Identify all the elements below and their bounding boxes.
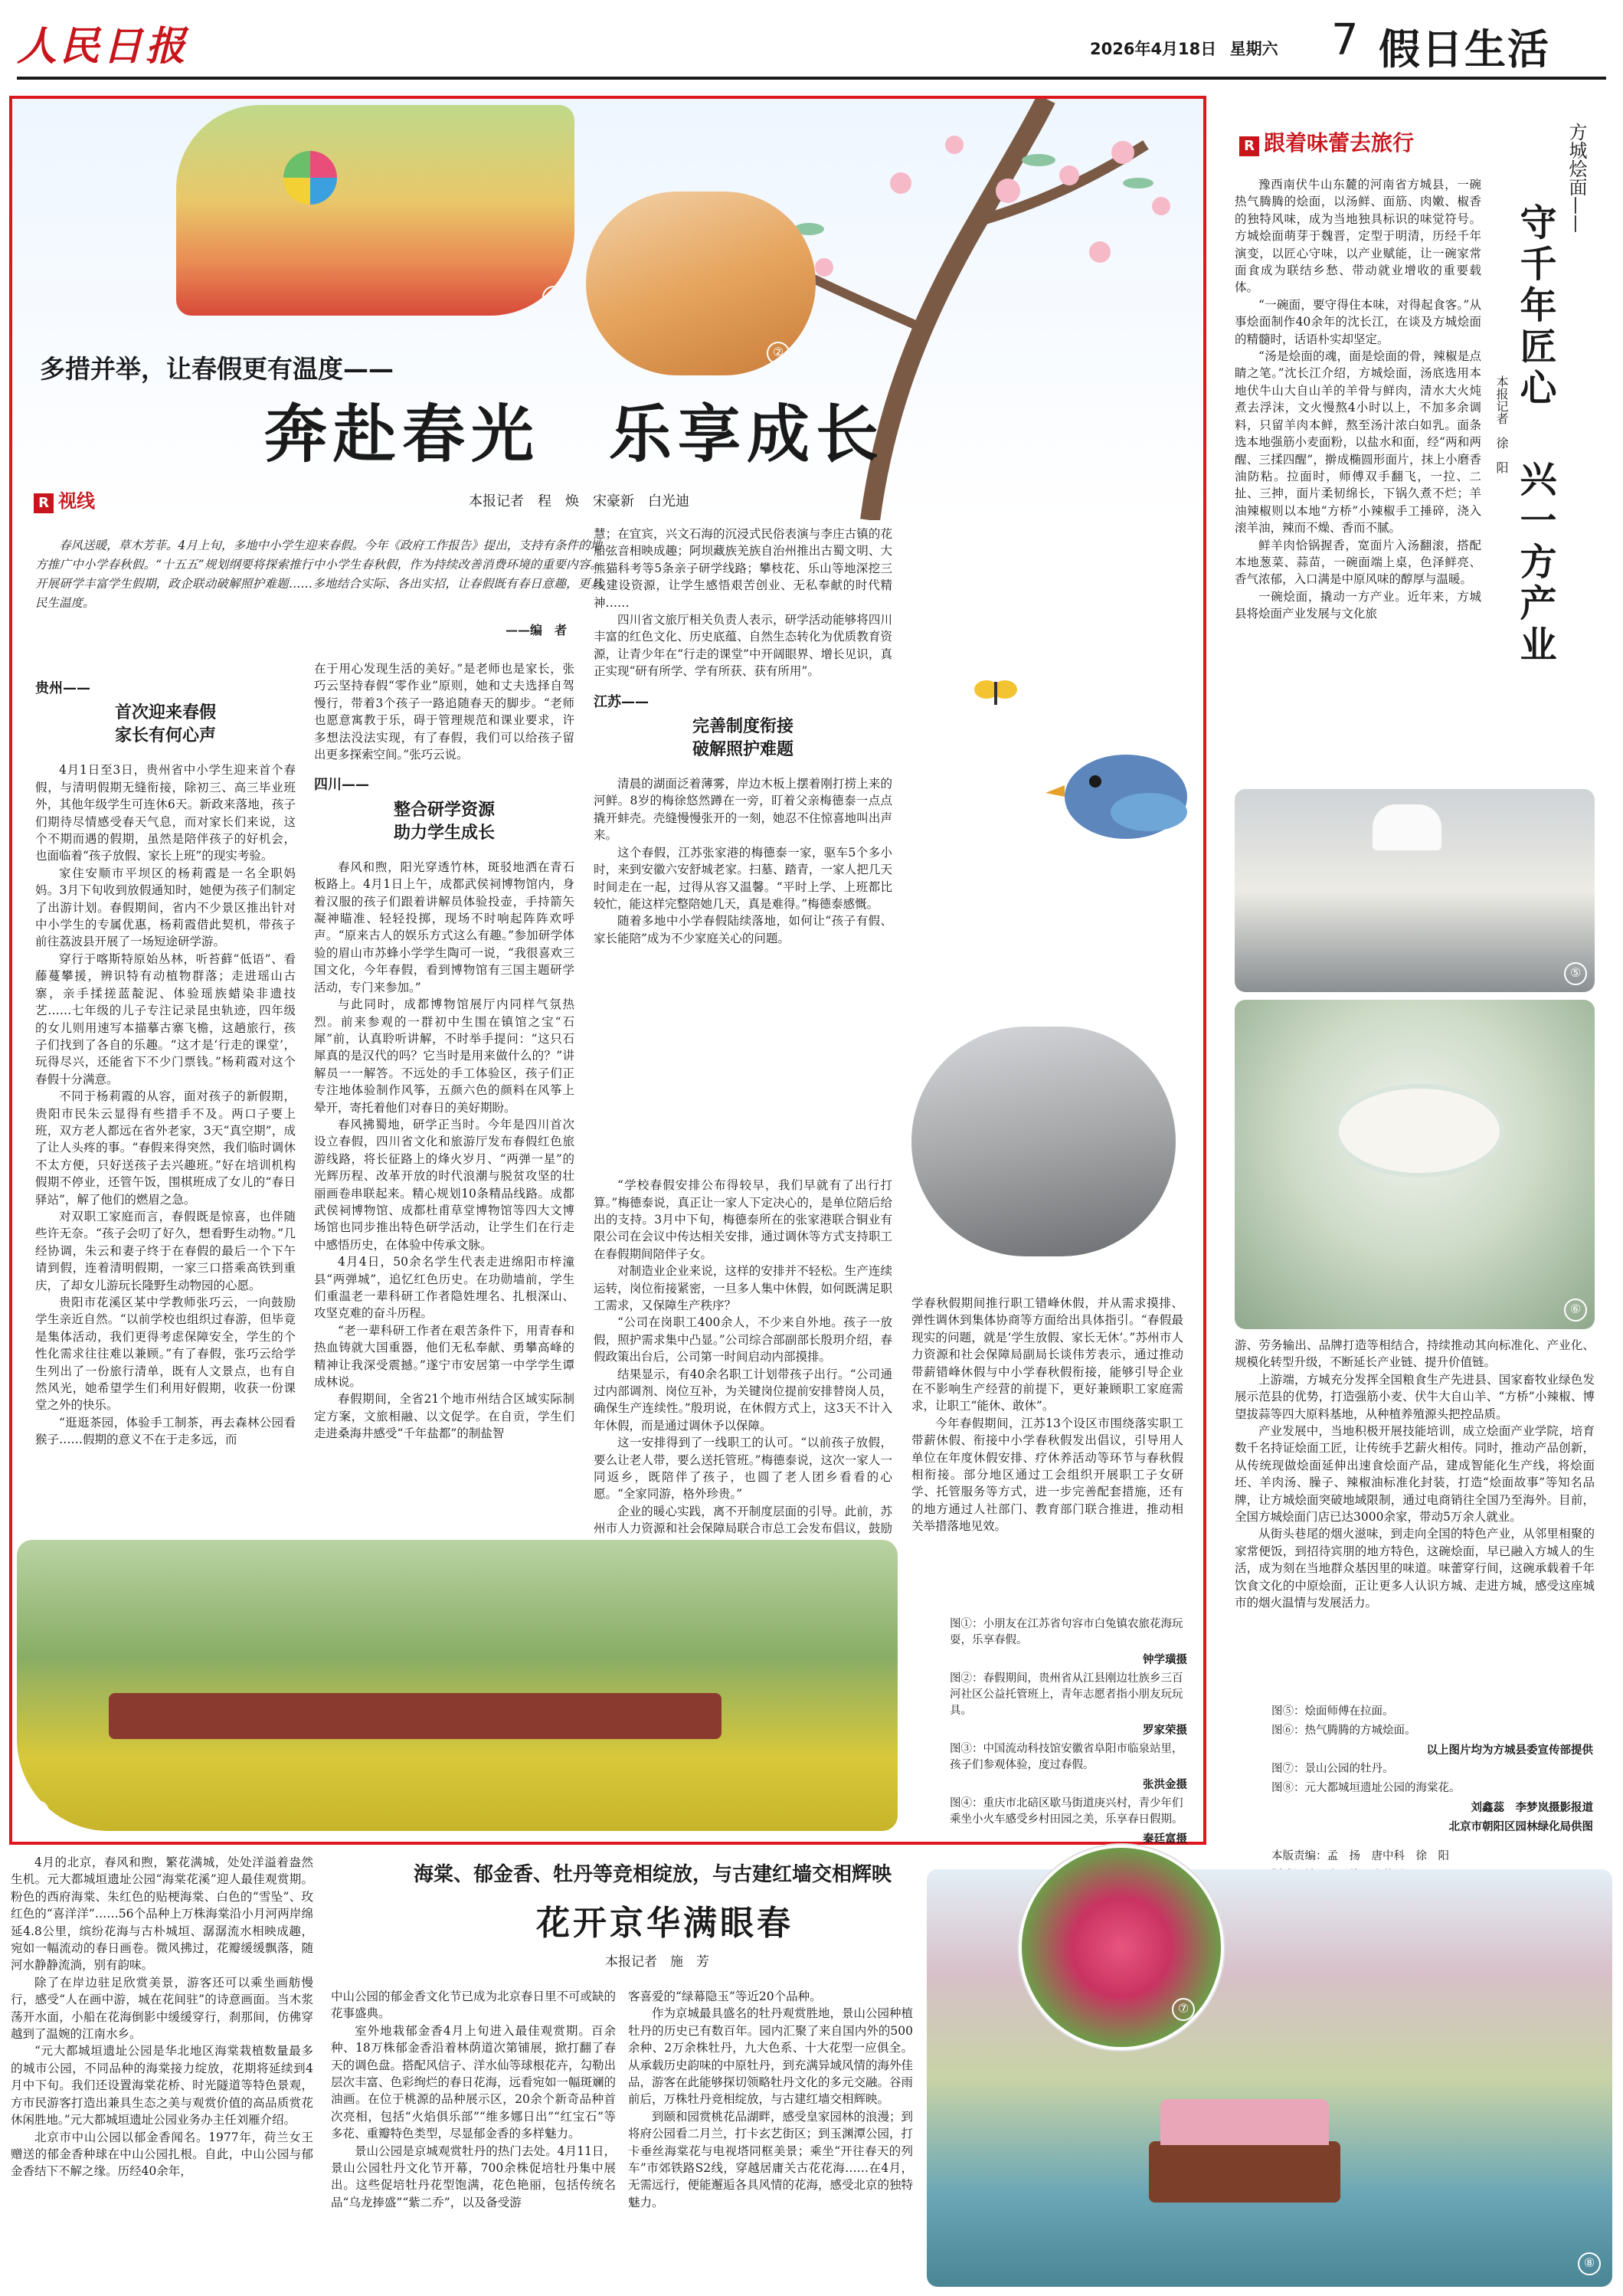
section-title: 假日生活 xyxy=(1379,25,1550,74)
side-text-lower xyxy=(1235,1337,1595,1612)
bowl-shape xyxy=(1334,1084,1504,1177)
main-captions xyxy=(950,1616,1187,1850)
bottom-byline: 本报记者 施 芳 xyxy=(605,1954,709,1970)
photo-number-8: ⑧ xyxy=(1578,2252,1601,2275)
guizhou-section xyxy=(35,676,296,1449)
caption-8: 图⑧：元大都城垣遗址公园的海棠花。 xyxy=(1271,1782,1461,1794)
photo-number-6: ⑥ xyxy=(1564,1299,1587,1322)
caption-credit-1: 钟学璜摄 xyxy=(1143,1653,1187,1666)
sichuan-paragraph: 春假期间，全省21个地市州结合区域实际制定方案，文旅相融、以文促学。在自贡，学生们走进桑海井感受“千年盐都”的制盐智 xyxy=(314,1392,574,1441)
photo-number-2: ② xyxy=(767,342,790,365)
jiangsu-paragraph: 随着多地中小学春假陆续落地，如何让“孩子有假、家长能陪”成为不少家庭关心的问题。 xyxy=(594,914,892,945)
bottom-paragraph: 到颐和园赏桃花品湖畔，感受皇家园林的浪漫；到将府公园看二月兰，打卡玄艺街区；到玉渊潭公园，打卡垂丝海棠花与电视塔同框美景；乘坐“开往春天的列车”市郊铁路S2线，穿越居庸关古花花海……在4月，无需远行，便能邂逅各具风情的花海，感受北京的独特魅力。 xyxy=(628,2109,914,2209)
editor-note xyxy=(35,536,602,613)
chef-hat-shape xyxy=(1373,804,1441,850)
bottom-paragraph: “元大都城垣遗址公园是华北地区海棠栽植数量最多的城市公园，不同品种的海棠接力绽放，花期将延续到4月中下旬。我们还设置海棠花桥、时光隧道等特色景观，方市民游客打造出兼具生态之美与观赏价值的高品质赏花休闲胜地。”元大都城垣遗址公园业务办主任刘雁介绍。 xyxy=(11,2044,313,2127)
side-paragraph: “一碗面，要守得住本味，对得起食客。”从事烩面制作40余年的沈长江，在谈及方城烩面的精髓时，话语朴实却坚定。 xyxy=(1235,297,1481,346)
guizhou-subtitle-1: 首次迎来春假 xyxy=(114,703,216,723)
caption-7: 图⑦：景山公园的牡丹。 xyxy=(1271,1763,1394,1775)
newspaper-logo: 人民日报 xyxy=(17,23,189,70)
jiangsu-subtitle-2: 破解照护难题 xyxy=(692,740,794,760)
bird-illustration xyxy=(1042,712,1210,881)
bottom-paragraph: 室外地栽郁金香4月上旬进入最佳观赏期。百余种、18万株郁金香沿着林荫道次第铺展，掀打翻了春天的调色盘。搭配风信子、洋水仙等球根花卉，勾勒出层次丰富、色彩绚烂的春日花海，远看宛如一幅斑斓的油画。在位于桃源的品种展示区，20余个新奇品种首次亮相，包括“火焰俱乐部”“维多娜日出”“红宝石”等多花、重瓣特色类型，尽显郁金香的多样魅力。 xyxy=(331,2023,617,2141)
photo-2-childcare xyxy=(586,192,816,375)
bottom-paragraph: 客喜爱的“绿幕隐玉”等近20个品种。 xyxy=(628,1990,822,2003)
sichuan-region: 四川—— xyxy=(314,777,369,794)
side-headline-2: 兴一方产业 xyxy=(1513,460,1556,667)
caption-3: 图③：中国流动科技馆安徽省阜阳市临泉站里，孩子们参观体验，度过春假。 xyxy=(950,1743,1183,1771)
photo-number-5: ⑤ xyxy=(1564,962,1587,985)
side-credit-1: 以上图片均为方城县委宣传部提供 xyxy=(1426,1744,1593,1757)
photo-3-science-museum xyxy=(911,1027,1176,1256)
editor-note-text: 春风送暖，草木芳菲。4月上旬，多地中小学生迎来春假。今年《政府工作报告》提出，支持有条件的地方推广中小学春秋假。“十五五”规划纲要将探索推行中小学生春秋假，作为持续改善消费环境的重要内容。开展研学丰富学生假期，政企联动破解照护难题……多地结合实际、各出实招，让春假既有春日意趣，更具民生温度。 xyxy=(35,539,602,610)
pinwheel-icon xyxy=(283,151,337,205)
caption-6: 图⑥：热气腾腾的方城烩面。 xyxy=(1271,1724,1416,1737)
guizhou-paragraph: 对双职工家庭而言，春假既是惊喜，也伴随些许无奈。“孩子会叨了好久，想看野生动物。”几经协调，朱云和妻子终于在春假的最后一个下午请到假，连着清明假期，一家三口搭乘高铁到重庆，了却女儿游玩长隆野生动物园的心愿。 xyxy=(35,1209,296,1292)
photo-5-noodle-chef xyxy=(1235,789,1595,992)
sichuan-paragraph: 4月4日，50余名学生代表走进绵阳市梓潼县“两弹城”，追忆红色历史。在功勋墙前，学生们重温老一辈科研工作者隐姓埋名、扎根深山、攻坚克难的奋斗历程。 xyxy=(314,1255,574,1321)
caption-credit-4: 秦廷富摄 xyxy=(1143,1833,1187,1846)
caption-4: 图④：重庆市北碚区歇马街道庚兴村，青少年们乘坐小火车感受乡村田园之美，乐享春日假期。 xyxy=(950,1797,1183,1826)
caption-credit-2: 罗家荣摄 xyxy=(1143,1724,1187,1737)
editor-sign: ——编 者 xyxy=(506,623,568,637)
bottom-paragraph: 除了在岸边驻足欣赏美景，游客还可以乘坐画舫慢行，感受“人在画中游，城在花间驻”的诗意画面。当木浆荡开水面，小船在花海倒影中缓缓穿行，刹那间，仿佛穿越到了温婉的江南水乡。 xyxy=(11,1975,313,2042)
photo-4-kids-train xyxy=(17,1540,898,1831)
side-paragraph: 上游端，方城充分发挥全国粮食生产先进县、国家畜牧业绿色发展示范县的优势，打造强筋小麦、伏牛大自山羊、“方桥”小辣椒、博望拔蒜等四大原料基地，从种植养殖源头把控品质。 xyxy=(1235,1372,1595,1421)
bottom-paragraph: 景山公园是京城观赏牡丹的热门去处。4月11日，景山公园牡丹文化节开幕，700余株促培牡丹集中展出。这些促培牡丹花型饱满，花色艳丽，包括传统名品“乌龙捧盛”“紫二乔”，以及备受游 xyxy=(331,2144,616,2209)
guizhou-paragraph: 不同于杨莉霞的从容，面对孩子的新假期，贵阳市民朱云显得有些措手不及。两口子要上班，双方老人都远在省外老家，3天“真空期”，成了让人头疼的事。“春假来得突然，我们临时调休不太方便，只好送孩子去兴趣班。”好在培训机构假期不停业，还管午饭，围棋班成了女儿的“春日驿站”，解了他们的燃眉之急。 xyxy=(35,1089,296,1207)
col4-continuation: 学春秋假期间推行职工错峰休假，并从需求摸排、弹性调休到集体协商等方面给出具体指引。“春假最现实的问题，就是‘学生放假、家长无休’。”苏州市人力资源和社会保障局副局长谈伟芳表示，通过推动带薪错峰休假与中小学春秋假衔接，能够引导企业在不影响生产经营的前提下，更好兼顾职工家庭需求，让职工“能休、敢休”。 xyxy=(911,1296,1183,1413)
jiangsu-paragraph: 清晨的湖面泛着薄雾，岸边木板上摆着刚打捞上来的河鲜。8岁的梅徐悠然蹲在一旁，盯着父亲梅德泰一点点撬开蚌壳。壳缝慢慢张开的一刻，她忍不住惊喜地叫出声来。 xyxy=(594,777,892,843)
col4-bottom-text xyxy=(911,1295,1183,1535)
photo-number-7: ⑦ xyxy=(1172,1998,1195,2021)
photo-6-noodle-bowls xyxy=(1235,1000,1595,1329)
boat-canopy-shape xyxy=(1160,2099,1329,2145)
col3-paragraph: 四川省文旅厅相关负责人表示，研学活动能够将四川丰富的红色文化、历史底蕴、自然生态转化为优质教育资源，让青少年在“行走的课堂”中开阔眼界、增长见识，真正实现“研有所学、学有所获、获有所用”。 xyxy=(594,613,892,679)
jiangsu-paragraph: 对制造业企业来说，这样的安排并不轻松。生产连续运转，岗位衔接紧密，一旦多人集中休假，如何既满足职工需求，又保障生产秩序？ xyxy=(594,1264,892,1312)
side-headline-1: 守千年匠心 xyxy=(1513,203,1556,410)
date-text: 2026年4月18日 xyxy=(1090,40,1217,58)
sichuan-paragraph: 春风拂蜀地，研学正当时。今年是四川首次设立春假，四川省文化和旅游厅发布春假红色旅游线路，将长征路上的烽火岁月、“两弹一星”的光辉历程、改革开放的时代浪潮与脱贫攻坚的壮丽画卷串联起来。精心规划10条精品线路。成都武侯祠博物馆、成都杜甫草堂博物馆等四大文博场馆也同步推出特色研学活动，让学生们在行走中感悟历史，在体验中传承文脉。 xyxy=(314,1117,574,1252)
sichuan-paragraph: “老一辈科研工作者在艰苦条件下，用青春和热血铸就大国重器，他们无私奉献、勇攀高峰的精神让我深受震撼。”遂宁市安居第一中学学生谭成林说。 xyxy=(314,1323,574,1390)
guizhou-paragraph: 4月1日至3日，贵州省中小学生迎来首个春假，与清明假期无缝衔接，除初三、高三毕业班外，其他年级学生可连休6天。新政来落地，孩子们期待尽情感受春天气息，而对家长们来说，这个不期而遇的假期，虽然是陪伴孩子的好机会，也面临着“孩子放假、家长上班”的现实考验。 xyxy=(35,763,296,863)
bottom-paragraph: 中山公园的郁金香文化节已成为北京春日里不可或缺的花事盛典。 xyxy=(331,1990,617,2021)
guizhou-paragraph: 家住安顺市平坝区的杨莉霞是一名全职妈妈。3月下旬收到放假通知时，她便为孩子们制定了出游计划。春假期间，省内不少景区推出针对中小学生的专属优惠，杨莉霞借此契机，带孩子前往荔波县开展了一场短途研学游。 xyxy=(35,866,296,949)
side-credit-2: 刘鑫蕊 李梦岚摄影报道 xyxy=(1471,1801,1593,1814)
side-paragraph: 游、劳务输出、品牌打造等相结合，持续推动其向标准化、产业化、规模化转型升级，不断延长产业链、提升价值链。 xyxy=(1235,1338,1595,1370)
guizhou-paragraph: 贵阳市花溪区某中学教师张巧云，一向鼓励学生亲近自然。“以前学校也组织过春游，但毕竟是集体活动，我们更得考虑保障安全，学生的个性化需求往往难以兼顾。”有了春假，张巧云给学生列出了一份旅行清单，既有人文景点，也有自然风光，她希望学生们利用好假期，收获一份课堂之外的快乐。 xyxy=(35,1295,296,1413)
caption-credit-3: 张洪金摄 xyxy=(1143,1778,1187,1791)
side-text-upper xyxy=(1235,176,1481,623)
main-kicker: 多措并举，让春假更有温度—— xyxy=(40,354,394,384)
jiangsu-paragraph: “公司在岗职工400余人，不少来自外地。孩子一放假，照护需求集中凸显。”公司综合部副部长殷玥介绍，春假政策出台后，公司第一时间启动内部摸排。 xyxy=(594,1315,892,1364)
bottom-col-2 xyxy=(331,1988,616,2211)
bottom-kicker: 海棠、郁金香、牡丹等竞相绽放，与古建红墙交相辉映 xyxy=(414,1863,892,1886)
jiangsu-paragraph: 这一安排得到了一线职工的认可。“以前孩子放假，要么让老人带，要么送托管班。”梅德泰说，这次一家人一同返乡，既陪伴了孩子，也圆了老人团乡看看的心愿。“全家同游，格外珍贵。” xyxy=(594,1436,892,1502)
side-column-tag xyxy=(1239,126,1414,157)
side-paragraph: “汤是烩面的魂，面是烩面的骨，辣椒是点睛之笔。”沈长江介绍，方城烩面，汤底选用本地伏牛山大自山羊的羊骨与鲜肉，清水大火炖煮去浮沫，文火慢熬4小时以上，不加多余调料，只留羊肉本鲜，熬至汤汁浓白如乳。面条选本地强筋小麦面粉，以盐水和面，经“两和两醒、三揉四醒”，擀成椭圆形面片，抹上小磨香油防粘。拉面时，师傅双手翻飞，一拉、二扯、三抻，面片柔韧绵长，下锅久煮不烂；羊油辣椒则以本地“方桥”小辣椒手工捶碎，浇入滚羊油，辣而不燥、香而不腻。 xyxy=(1235,349,1481,536)
col2-continuation: 在于用心发现生活的美好。”是老师也是家长，张巧云坚持春假“零作业”原则，她和丈夫选择自驾慢行，带着3个孩子一路追随春天的脚步。“老师也愿意寓教于乐，碍于管理规范和课业要求，许多想法没法实现，有了春假，我们可以给孩子留出更多探索空间。”张巧云说。 xyxy=(314,662,574,762)
bottom-headline: 花开京华满眼春 xyxy=(536,1904,794,1943)
jiangsu-section xyxy=(594,526,892,1554)
caption-2: 图②：春假期间，贵州省从江县刚边壮族乡三百河社区公益托管班上，青年志愿者指小朋友玩玩具。 xyxy=(950,1672,1183,1717)
jiangsu-subtitle-1: 完善制度衔接 xyxy=(692,717,794,737)
page-editors: 本版责编：孟 扬 唐中科 徐 阳 xyxy=(1271,1850,1449,1862)
jiangsu-paragraph: “学校春假安排公布得较早，我们早就有了出行打算。”梅德泰说，真正让一家人下定决心的，是单位陪后给出的支持。3月中下旬，梅德泰所在的张家港联合铜业有限公司在会议中传达相关安排，通过调休等方式支持职工在春假期间陪伴子女。 xyxy=(594,1178,892,1261)
side-kicker: 方城烩面—— xyxy=(1566,123,1587,233)
col4-paragraph: 今年春假期间，江苏13个设区市围绕落实职工带薪休假、衔接中小学春秋假发出倡议，引导用人单位在年度休假安排、疗休养活动等环节与春秋假相衔接。部分地区通过工会组织开展职工子女研学、托管服务等方式，进一步完善配套措施，还有的地方通过人社部门、教育部门联合推进，推动相关举措落地见效。 xyxy=(911,1416,1183,1534)
main-headline: 奔赴春光 乐享成长 xyxy=(264,398,885,471)
photo-1-flower-field xyxy=(176,105,574,316)
side-paragraph: 豫西南伏牛山东麓的河南省方城县，一碗热气腾腾的烩面，以汤鲜、面筋、肉嫩、椒香的独特风味，成为当地独具标识的味觉符号。方城烩面萌芽于魏晋，定型于明清，历经千年演变，以匠心守味，以产业赋能，让一碗家常面食成为联结乡愁、带动就业增收的重要载体。 xyxy=(1235,178,1481,295)
r-logo-icon: R xyxy=(34,493,54,513)
bottom-paragraph: 作为京城最具盛名的牡丹观赏胜地，景山公园种植牡丹的历史已有数百年。园内汇聚了来自国内外的500余种、2万余株牡丹，九大色系、十大花型一应俱全。从承载历史韵味的中原牡丹，到充满异域风情的海外佳品，游客在此能够探切领略牡丹文化的多元交融。谷雨前后，万株牡丹竞相绽放，与古建红墙交相辉映。 xyxy=(628,2006,914,2107)
column-tag-text: 视线 xyxy=(58,490,95,512)
caption-1: 图①：小朋友在江苏省句容市白兔镇农旅花海玩耍，乐享春假。 xyxy=(950,1618,1183,1646)
jiangsu-paragraph: 企业的暖心实践，离不开制度层面的引导。此前，苏州市人力资源和社会保障局联合市总工会发布倡议，鼓励 xyxy=(594,1504,892,1536)
guizhou-region: 贵州—— xyxy=(35,680,90,696)
photo-number-3: ③ xyxy=(1137,1227,1160,1250)
side-paragraph: 一碗烩面，撬动一方产业。近年来，方城县将烩面产业发展与文化旅 xyxy=(1235,589,1481,621)
jiangsu-paragraph: 这个春假，江苏张家港的梅德泰一家，驱车5个多小时，来到安徽六安舒城老家。扫墓、踏青，一家人把几天时间走在一起，过得从容又温馨。“平时上学、上班都比较忙，能这样完整陪她几天，真是难得。”梅德泰感慨。 xyxy=(594,845,892,911)
guizhou-subtitle-2: 家长有何心声 xyxy=(114,726,216,746)
masthead xyxy=(0,0,1623,77)
side-captions xyxy=(1271,1704,1593,1887)
side-paragraph: 从街头巷尾的烟火滋味，到走向全国的特色产业，从邻里相聚的家常便饭，到招待宾朋的地方特色，这碗烩面，早已融入方城人的生活，成为刻在当地群众基因里的味道。味蕾穿行间，这碗承载着千年饮食文化的中原烩面，正让更多人认识方城、走进方城，感受这座城市的烟火温情与发展活力。 xyxy=(1235,1527,1595,1610)
guizhou-paragraph: “逛逛茶园，体验手工制茶，再去森林公园看猴子……假期的意义不在于走多远，而 xyxy=(35,1415,296,1447)
side-column-tag-text: 跟着味蕾去旅行 xyxy=(1264,130,1415,156)
masthead-rule xyxy=(17,77,1606,80)
sichuan-section xyxy=(314,660,574,1443)
boat-shape xyxy=(1149,2141,1340,2203)
bottom-paragraph: 4月的北京，春风和煦，繁花满城，处处洋溢着盎然生机。元大都城垣遗址公园“海棠花溪”迎人最佳观赏期。粉色的西府海棠、朱红色的贴梗海棠、白色的“雪坠”、玫红色的“喜洋洋”……56个品种上万株海棠沿小月河两岸绵延4.8公里，缤纷花海与古朴城垣、潺潺流水相映成趣，宛如一幅流动的春日画卷。微风拂过，花瓣缓缓飘落，随河水静静流淌，别有韵味。 xyxy=(11,1855,313,1973)
bottom-col-1 xyxy=(11,1854,313,2180)
bottom-paragraph: 北京市中山公园以郁金香闻名。1977年，荷兰女王赠送的郁金香种球在中山公园扎根。自此，中山公园与郁金香结下不解之缘。历经40余年， xyxy=(11,2130,313,2179)
bottom-col-3 xyxy=(628,1988,913,2211)
sichuan-subtitle-2: 助力学生成长 xyxy=(393,823,495,843)
train-shape xyxy=(109,1693,722,1739)
issue-date xyxy=(1090,37,1278,60)
photo-7-peony xyxy=(1019,1845,1224,2050)
caption-5: 图⑤：烩面师傅在拉面。 xyxy=(1271,1705,1394,1718)
photo-number-4: ④ xyxy=(26,1800,49,1823)
r-logo-icon: R xyxy=(1239,136,1259,156)
column-tag-shixian xyxy=(34,486,95,513)
sichuan-paragraph: 春风和煦，阳光穿透竹林，斑驳地洒在青石板路上。4月1日上午，成都武侯祠博物馆内，身着汉服的孩子们跟着讲解员体验投壶，手持箭矢凝神瞄准、轻轻投掷，现场不时响起阵阵欢呼声。“原来古人的娱乐方式这么有趣。”参加研学体验的眉山市苏蜂小学学生陶可一说，“我很喜欢三国文化，今年春假，看到博物馆有三国主题研学活动，专门来参加。” xyxy=(314,860,574,994)
side-byline: 本报记者 徐 阳 xyxy=(1494,375,1509,473)
side-credit-3: 北京市朝阳区园林绿化局供图 xyxy=(1448,1820,1593,1833)
side-paragraph: 鲜羊肉恰锅握香，宽面片入汤翻滚，搭配本地葱菜、蒜苗，一碗面端上桌，色泽鲜亮、香气浓郁，入口满是中原风味的醇厚与温暖。 xyxy=(1235,538,1481,587)
sichuan-paragraph: 与此同时，成都博物馆展厅内同样气氛热烈。前来参观的一群初中生围在镇馆之宝“石犀”前，认真聆听讲解，不时举手提问：“这只石犀真的是汉代的吗？它当时是用来做什么的？”讲解员一一解答。不远处的手工体验区，孩子们正专注地体验制作风筝，五颜六色的颜料在风筝上晕开，寄托着他们对春日的美好期盼。 xyxy=(314,997,574,1115)
guizhou-paragraph: 穿行于喀斯特原始丛林，听苔藓“低语”、看藤蔓攀援，辨识特有动植物群落；走进瑶山古寨，亲手揉搓蓝靛泥、体验瑶族蜡染非遗技艺……七年级的儿子专注记录昆虫轨迹，四年级的女儿则用速写本描摹古寨飞檐，这趟旅行，孩子们找到了各自的乐趣。“这才是‘行走的课堂’，玩得尽兴，还能省下不少门票钱。”杨莉霞对这个春假十分满意。 xyxy=(35,951,296,1086)
page-number: 7 xyxy=(1331,15,1359,65)
main-byline: 本报记者 程 焕 宋豪新 白光迪 xyxy=(469,493,689,509)
butterfly-icon xyxy=(973,674,1019,712)
photo-number-1: ① xyxy=(542,286,565,309)
col3-continuation: 慧；在宜宾，兴文石海的沉浸式民俗表演与李庄古镇的花船弦音相映成趣；阿坝藏族羌族自治州推出古蜀文明、大熊猫科考等5条亲子研学线路；攀枝花、乐山等地深挖三线建设资源，让学生感悟艰苦创业、无私奉献的时代精神…… xyxy=(594,527,892,610)
jiangsu-region: 江苏—— xyxy=(594,693,649,710)
sichuan-subtitle-1: 整合研学资源 xyxy=(393,800,495,820)
jiangsu-paragraph: 结果显示，有40余名职工计划带孩子出行。“公司通过内部调剂、岗位互补，为关键岗位提前安排替岗人员，确保生产连续性。”殷玥说，在休假方式上，这3天不计入年休假，而是通过调休予以保障。 xyxy=(594,1367,892,1433)
side-paragraph: 产业发展中，当地积极开展技能培训，成立烩面产业学院，培育数千名持证烩面工匠，让传统手艺薪火相传。同时，推动产品创新，从传统现做烩面延伸出速食烩面产品，建成智能化生产线，将烩面坯、羊肉汤、臊子、辣椒油标准化封装，打造“烩面故事”等知名品牌，让方城烩面突破地域限制，通过电商销往全国乃至海外。目前，全国方城烩面门店已达3000余家，带动5万余人就业。 xyxy=(1235,1424,1595,1525)
weekday-text: 星期六 xyxy=(1229,40,1278,58)
